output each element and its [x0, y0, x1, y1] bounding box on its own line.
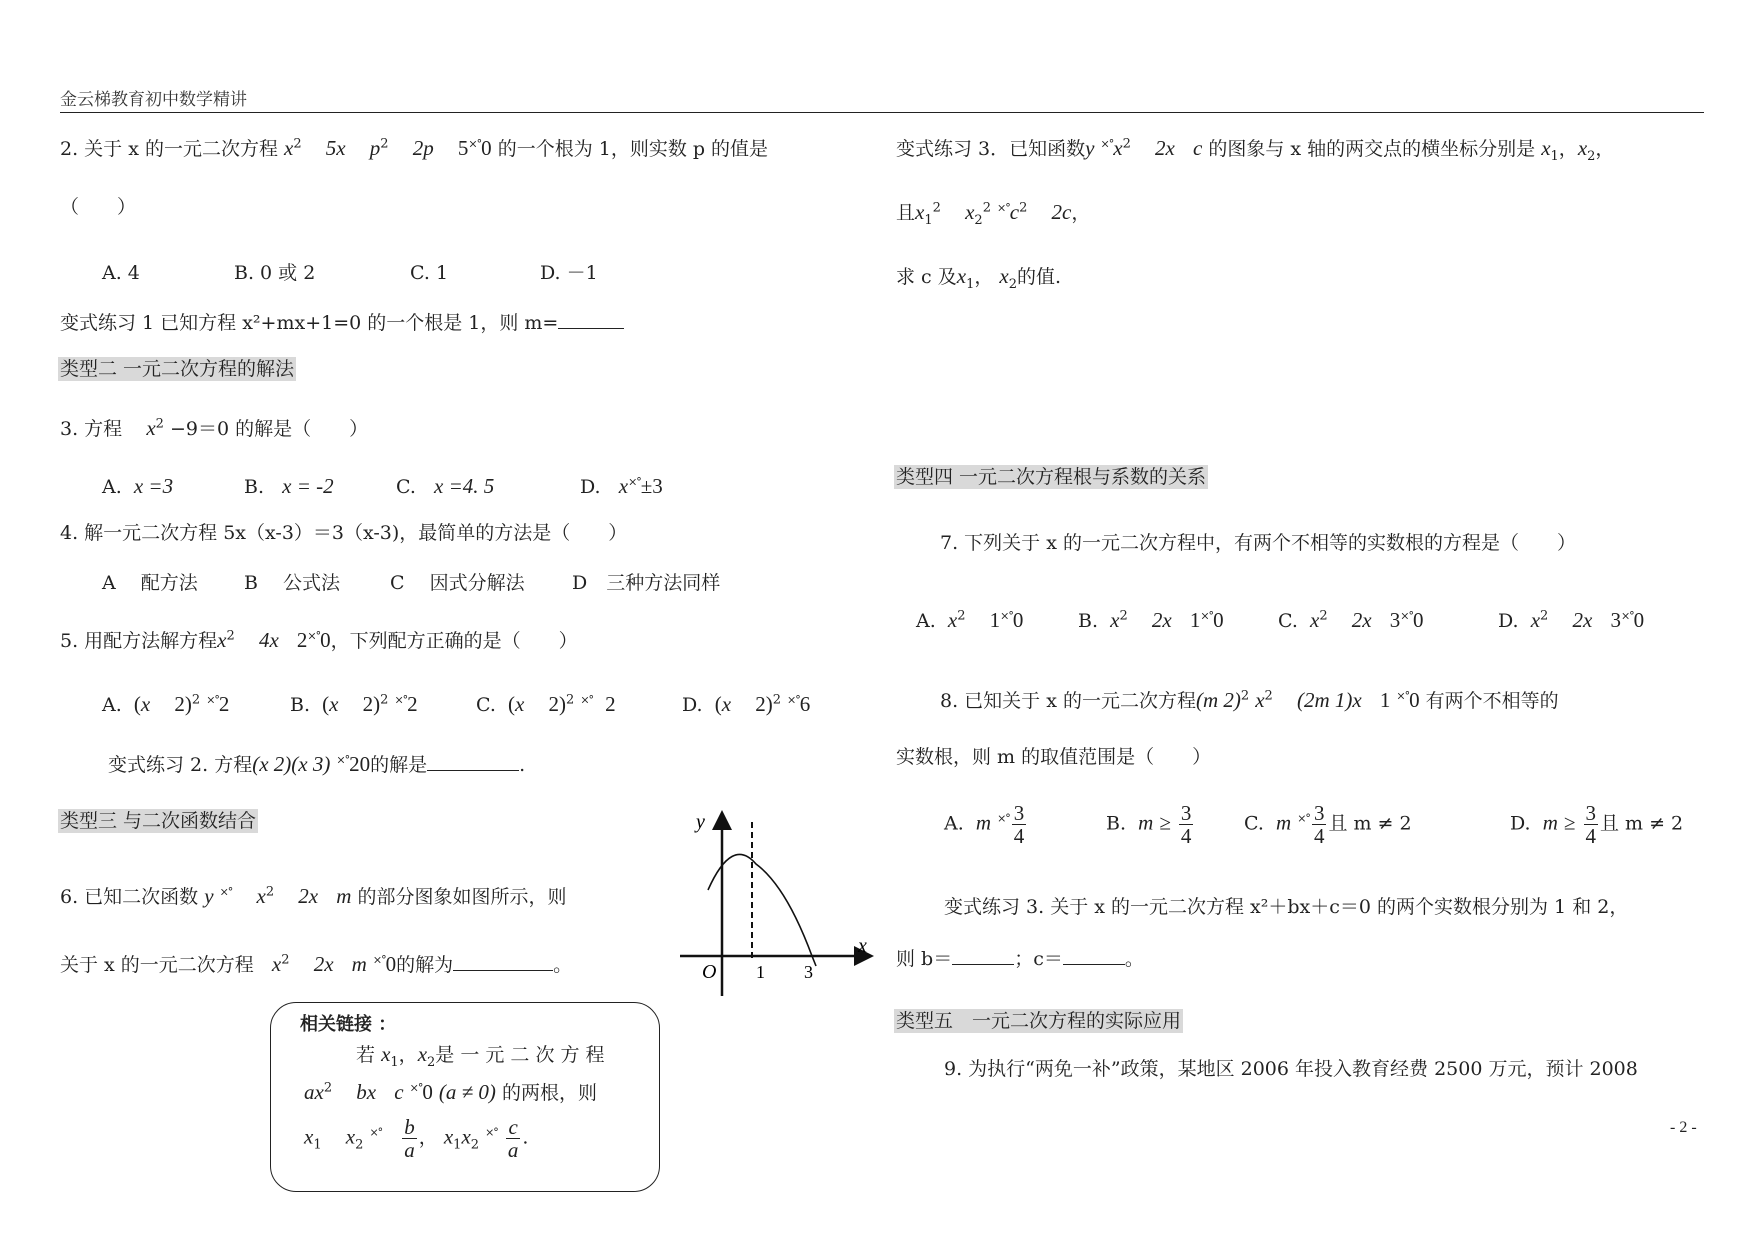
parabola-curve: [708, 854, 816, 966]
variation-3b-line1: 变式练习 3. 关于 x 的一元二次方程 x²＋bx＋c＝0 的两个实数根分别为 1 和 2，: [944, 896, 1629, 918]
q8-option-b: B. m ≥ $\frac{3}{4}$: [1106, 801, 1192, 849]
q3-option-b: B. x = -2: [244, 474, 334, 498]
q6-blank[interactable]: [453, 952, 553, 971]
variation-3a-line2: 且$x_1^2$ $x_2^2$ $^{\times^\circ}c^2$ 2c，: [896, 200, 1091, 228]
q5-option-d: D. (x 2)$^2$ ×°6: [682, 692, 811, 716]
q2-tail: 的一个根为 1，则实数 p 的值是: [497, 138, 769, 160]
q5-option-b: B. (x 2)$^2$ ×°2: [290, 692, 418, 716]
graph-x-label: x: [858, 935, 867, 957]
q7-option-a: A. $x^2$ 1×°0: [916, 608, 1024, 632]
graph-tick-1: 1: [756, 962, 765, 982]
graph-origin: O: [702, 961, 717, 983]
q3-option-d: D. x×°±3: [580, 474, 663, 498]
q7-option-d: D. $x^2$ 2x 3×°0: [1498, 608, 1645, 632]
q2-paren: （ ）: [60, 196, 137, 218]
section-3-heading: 类型三 与二次函数结合: [60, 810, 257, 832]
variation-1: 变式练习 1 已知方程 x²+mx+1=0 的一个根是 1，则 m=: [60, 310, 624, 335]
q2-option-c: C. 1: [410, 262, 449, 284]
var3b-blank-b[interactable]: [952, 946, 1014, 965]
link-box-title: 相关链接 ：: [300, 1014, 397, 1035]
q6-line1: 6. 已知二次函数 y ×° $x^2$ 2x m 的部分图象如图所示，则: [60, 884, 567, 908]
q3-line: 3. 方程 $x^2 -9=0$ 的解是（ ）: [60, 416, 369, 440]
graph-tick-3: 3: [804, 962, 813, 982]
page-header: 金云梯教育初中数学精讲: [60, 90, 247, 110]
link-box-line3: $x_1$ $x_2$ ×° $\frac{b}{a}$ ， $x_1x_2$ ×° $\frac{c}{a}$ .: [304, 1115, 529, 1163]
variation-2: 变式练习 2. 方程(x 2)(x 3) ×°20的解是 .: [108, 752, 526, 776]
q4-option-d: D 三种方法同样: [572, 572, 721, 594]
q8-option-a: A. m ×° $\frac{3}{4}$: [944, 801, 1025, 849]
link-box-line1: 若 $x_1$，$x_2$是 一 元 二 次 方 程: [356, 1042, 605, 1070]
q2-stem: 2. 关于 x 的一元二次方程: [60, 138, 278, 160]
q2-option-d: D. －1: [540, 262, 598, 284]
graph-y-label: y: [696, 811, 705, 833]
q8-line1: 8. 已知关于 x 的一元二次方程(m 2)$^2$ $x^2$ (2m 1)x 1 ×°0 有两个不相等的: [940, 688, 1559, 712]
var3b-blank-c[interactable]: [1063, 946, 1125, 965]
q2-option-a: A. 4: [102, 262, 140, 284]
page-number: - 2 -: [1670, 1119, 1697, 1136]
q4-stem: 4. 解一元二次方程 5x（x-3）＝3（x-3)，最简单的方法是（ ）: [60, 522, 628, 544]
var2-blank[interactable]: [427, 752, 519, 771]
q8-option-d: D. m ≥ $\frac{3}{4}$ 且 m ≠ 2: [1510, 801, 1684, 849]
q8-option-c: C. m ×° $\frac{3}{4}$ 且 m ≠ 2: [1244, 801, 1412, 849]
q9-text: 9. 为执行“两免一补”政策，某地区 2006 年投入教育经费 2500 万元，预计 2008: [944, 1058, 1638, 1080]
variation-3a-line1: 变式练习 3．已知函数y $^{\times^\circ}x^2$ 2x c 的图象与 x 轴的两交点的横坐标分别是 $x_1$，$x_2$，: [896, 136, 1615, 164]
q5-line: 5. 用配方法解方程$x^2$ 4x 2×°0，下列配方正确的是（ ）: [60, 628, 578, 652]
variation-3b-line2: 则 b＝ ；c＝ 。: [896, 948, 1144, 970]
q2-option-b: B. 0 或 2: [234, 262, 316, 284]
q4-option-a: A 配方法: [102, 572, 198, 594]
q5-option-a: A. (x 2)$^2$ ×°2: [102, 692, 230, 716]
link-box-line2: $ax^2$ bx c ×°0 (a ≠ 0) 的两根，则: [304, 1080, 597, 1104]
q7-option-b: B. $x^2$ 2x 1×°0: [1078, 608, 1224, 632]
q3-option-c: C. x =4. 5: [396, 474, 495, 498]
q6-line2: 关于 x 的一元二次方程 $x^2$ 2x m ×°0的解为 。: [60, 952, 573, 976]
q5-option-c: C. (x 2)$^2$ ×° 2: [476, 692, 616, 716]
var1-blank[interactable]: [558, 310, 624, 329]
q3-option-a: A. x =3: [102, 474, 174, 498]
q2-line: 2. 关于 x 的一元二次方程 $x^2$ 5x $p^2$ 2p 5×°0 的一个根为 1，则实数 p 的值是: [60, 136, 769, 160]
section-4-heading: 类型四 一元二次方程根与系数的关系: [896, 466, 1207, 488]
variation-3a-line3: 求 c 及$x_1$， $x_2$的值.: [896, 264, 1062, 292]
section-5-heading: 类型五 一元二次方程的实际应用: [896, 1010, 1182, 1032]
q4-option-c: C 因式分解法: [390, 572, 525, 594]
section-2-heading: 类型二 一元二次方程的解法: [60, 358, 295, 380]
q7-stem: 7. 下列关于 x 的一元二次方程中，有两个不相等的实数根的方程是（ ）: [940, 532, 1576, 554]
q8-line2: 实数根，则 m 的取值范围是（ ）: [896, 746, 1212, 768]
header-rule: [60, 112, 1704, 113]
q7-option-c: C. $x^2$ 2x 3×°0: [1278, 608, 1424, 632]
parabola-graph: [676, 806, 876, 1006]
q4-option-b: B 公式法: [244, 572, 341, 594]
